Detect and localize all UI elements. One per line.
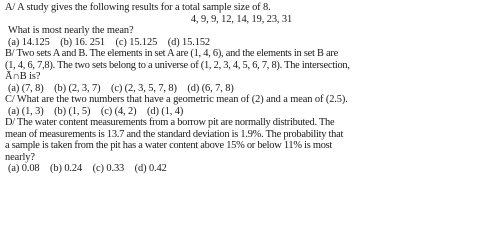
option-d[interactable]: (d) (6, 7, 8) [187, 82, 234, 94]
option-b[interactable]: (b) (2, 3, 7) [54, 82, 101, 94]
option-c[interactable]: (c) 0.33 [92, 163, 125, 174]
option-c[interactable]: (c) (4, 2) [100, 105, 137, 117]
question-c-options [5, 106, 488, 118]
question-d [5, 117, 488, 175]
option-a[interactable]: (a) (7, 8) [8, 82, 44, 94]
option-a[interactable]: (a) (1, 3) [8, 105, 44, 117]
question-b-line-3: Ā∩B is? [5, 71, 41, 82]
option-d[interactable]: (d) 0.42 [134, 163, 167, 174]
question-d-line-1: D/ The water content measurements from a borrow pit are normally distributed. The [5, 117, 335, 128]
question-c [5, 94, 488, 117]
question-a-intro: A/ A study gives the following results for a total sample size of 8. [5, 2, 271, 13]
question-d-line-2: mean of measurements is 13.7 and the standard deviation is 1.9%. The probability that [5, 128, 344, 140]
question-d-line-4: nearly? [5, 151, 35, 163]
question-d-line-3: a sample is taken from the pit has a water content above 15% or below 11% is most [5, 140, 333, 151]
option-c[interactable]: (c) 15.125 [115, 36, 158, 48]
question-a [5, 2, 488, 48]
question-b [5, 48, 488, 94]
question-a-options [5, 37, 488, 49]
question-b-line-1: B/ Two sets A and B. The elements in set A are (1, 4, 6), and the elements in set B are [5, 48, 338, 59]
option-d[interactable]: (d) (1, 4) [147, 105, 184, 117]
option-a[interactable]: (a) 14.125 [8, 36, 50, 48]
question-b-line-2: (1, 4, 6, 7,8). The two sets belong to a universe of (1, 2, 3, 4, 5, 6, 7, 8). The intersection, [5, 59, 350, 71]
question-a-data: 4, 9, 9, 12, 14, 19, 23, 31 [190, 13, 293, 25]
question-b-options [5, 83, 488, 95]
question-d-options [5, 163, 488, 175]
option-b[interactable]: (b) 16. 251 [60, 36, 106, 48]
option-c[interactable]: (c) (2, 3, 5, 7, 8) [110, 82, 177, 94]
option-a[interactable]: (a) 0.08 [8, 163, 40, 174]
question-c-line-1: C/ What are the two numbers that have a geometric mean of (2) and a mean of (2.5). [5, 94, 348, 105]
option-b[interactable]: (b) 0.24 [50, 163, 83, 174]
question-a-prompt: What is most nearly the mean? [8, 25, 134, 36]
option-d[interactable]: (d) 15.152 [167, 36, 211, 48]
option-b[interactable]: (b) (1, 5) [54, 105, 91, 117]
